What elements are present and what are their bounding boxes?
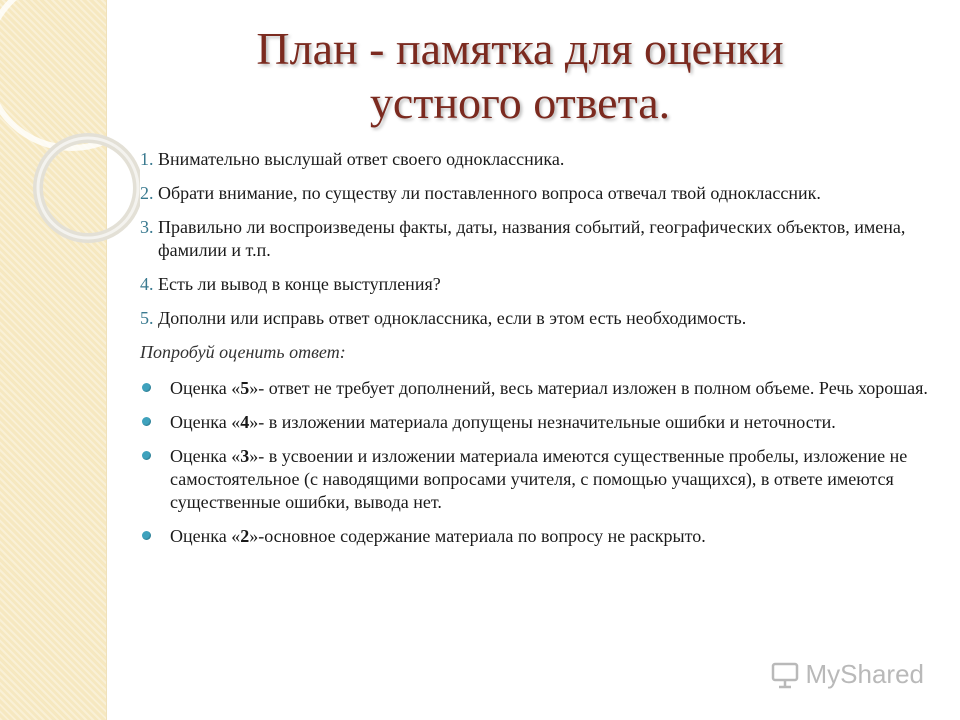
slide-content [140,148,940,559]
bullet-icon [142,417,151,426]
step-text: Обрати внимание, по существу ли поставленного вопроса отвечал твой одноклассник. [158,183,821,203]
grade-prefix: Оценка « [170,526,241,546]
grade-item [140,525,940,548]
grade-value: 4 [240,412,250,432]
step-number: 1. [140,149,154,169]
step-item [140,182,940,205]
step-number: 2. [140,183,154,203]
watermark-text: MyShared [805,659,924,689]
slide-title [150,22,890,130]
title-line-1: План - памятка для оценки [256,23,784,74]
grade-item [140,411,940,434]
step-text: Есть ли вывод в конце выступления? [158,274,441,294]
grade-description: »- ответ не требует дополнений, весь материал изложен в полном объеме. Речь хорошая. [249,378,928,398]
grade-description: »-основное содержание материала по вопросу не раскрыто. [249,526,706,546]
grade-prefix: Оценка « [170,378,241,398]
grade-prefix: Оценка « [170,412,241,432]
grade-value: 2 [240,526,250,546]
step-item [140,307,940,330]
evaluation-prompt: Попробуй оценить ответ: [140,342,346,362]
step-text: Правильно ли воспроизведены факты, даты, названия событий, географических объектов, имена, фамилии и т.п. [158,217,906,260]
step-item [140,216,940,262]
grade-item [140,445,940,514]
bullet-icon [142,531,151,540]
step-text: Внимательно выслушай ответ своего одноклассника. [158,149,565,169]
grade-value: 5 [240,378,250,398]
grade-value: 3 [240,446,250,466]
grade-prefix: Оценка « [170,446,241,466]
decorative-circles [0,0,140,300]
watermark [770,659,925,690]
step-item [140,148,940,171]
title-line-2: устного ответа. [369,77,671,128]
step-item [140,273,940,296]
presentation-icon [770,660,800,690]
step-number: 5. [140,308,154,328]
grade-description: »- в усвоении и изложении материала имеются существенные пробелы, изложение не самостоятельное (с наводящими вопросами учителя, с помощью учащихся), в ответе имеются существенные ошибки, вывода нет. [170,446,908,512]
step-text: Дополни или исправь ответ одноклассника, если в этом есть необходимость. [158,308,747,328]
bullet-icon [142,383,151,392]
step-number: 3. [140,217,154,237]
step-number: 4. [140,274,154,294]
bullet-icon [142,451,151,460]
grade-description: »- в изложении материала допущены незначительные ошибки и неточности. [249,412,836,432]
grade-item [140,377,940,400]
